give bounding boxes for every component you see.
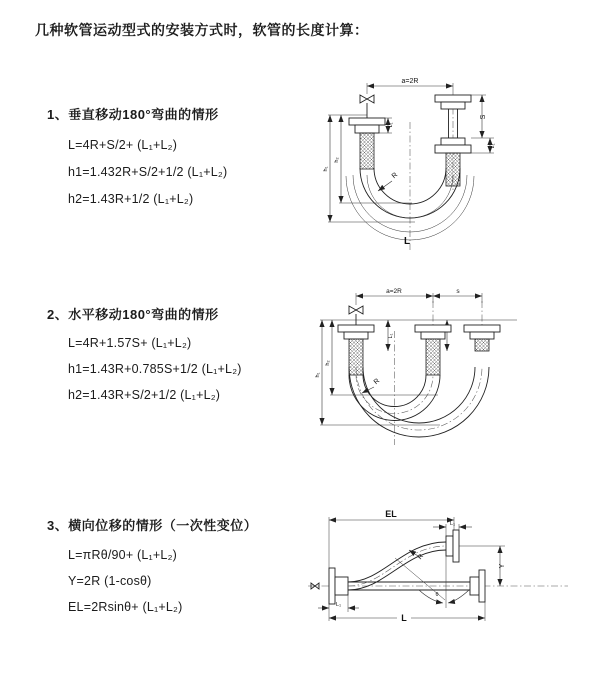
- dim-label-h1: h₁: [315, 372, 321, 378]
- braided-hose-section: [475, 339, 489, 351]
- right-pipe-flange: [464, 325, 500, 351]
- radius-leader: [378, 181, 392, 191]
- right-upper-flange: [446, 530, 459, 562]
- braided-hose-section: [426, 339, 440, 375]
- right-lower-flange: [470, 570, 485, 602]
- dim-label-h1: h₁: [323, 166, 329, 172]
- dim-label-h2: h₂: [325, 360, 331, 366]
- section2-formula-h2: h2=1.43R+S/2+1/2 (L₁+L₂): [68, 388, 221, 402]
- section3-formula-Y: Y=2R (1-cosθ): [68, 574, 152, 588]
- dim-label-l1-upper: L₁: [450, 521, 455, 527]
- dim-label-a2r: a=2R: [401, 78, 419, 85]
- dim-label-l1-left: L₁: [388, 122, 394, 128]
- middle-pipe-flange: [415, 325, 451, 375]
- braided-hose-section: [446, 153, 460, 186]
- section3-formula-EL: EL=2Rsinθ+ (L₁+L₂): [68, 600, 183, 614]
- dim-label-l1: L₁: [388, 333, 394, 339]
- dim-label-y: Y: [499, 563, 506, 569]
- dimension-lines: [318, 517, 505, 621]
- radius-label: R: [372, 377, 382, 387]
- length-label: L: [403, 236, 411, 247]
- u-bend-hose: [349, 367, 489, 437]
- diagram-vertical-180-bend: [312, 72, 527, 257]
- right-pipe-flange: [435, 95, 471, 186]
- radius-label: R: [390, 171, 400, 181]
- left-pipe-flange: [349, 118, 385, 169]
- section2-heading: 2、水平移动180°弯曲的情形: [47, 307, 219, 322]
- left-flange: [329, 568, 348, 604]
- dim-label-s: s: [456, 288, 460, 295]
- dim-label-el: EL: [385, 509, 397, 519]
- angle-label: θ: [435, 592, 439, 598]
- radius-label: R: [416, 552, 426, 562]
- section2-formula-h1: h1=1.43R+0.785S+1/2 (L₁+L₂): [68, 362, 242, 376]
- diagram-horizontal-180-bend: [312, 283, 527, 455]
- dim-label-a2r: a=2R: [386, 288, 402, 295]
- dim-label-h2: h₂: [334, 157, 340, 163]
- valve-icon: [349, 306, 363, 325]
- section2-formula-L: L=4R+1.57S+ (L₁+L₂): [68, 336, 192, 350]
- length-label: L: [401, 613, 407, 623]
- section1-heading: 1、垂直移动180°弯曲的情形: [47, 107, 219, 122]
- section1-formula-h2: h2=1.43R+1/2 (L₁+L₂): [68, 192, 194, 206]
- diagram-lateral-displacement: [303, 506, 590, 638]
- dim-label-s: S: [480, 114, 487, 120]
- braided-hose-section: [360, 133, 374, 169]
- dim-label-l1-right: L₁: [490, 143, 496, 149]
- section3-formula-L: L=πRθ/90+ (L₁+L₂): [68, 548, 178, 562]
- displaced-hose-position: [348, 542, 446, 590]
- section3-heading: 3、横向位移的情形（一次性变位）: [47, 518, 258, 533]
- section1-formula-h1: h1=1.432R+S/2+1/2 (L₁+L₂): [68, 165, 228, 179]
- page-title: 几种软管运动型式的安装方式时，软管的长度计算：: [35, 22, 369, 38]
- section1-formula-L: L=4R+S/2+ (L₁+L₂): [68, 138, 178, 152]
- valve-icon: [360, 95, 374, 118]
- dim-label-l1-left: L₁: [336, 602, 341, 608]
